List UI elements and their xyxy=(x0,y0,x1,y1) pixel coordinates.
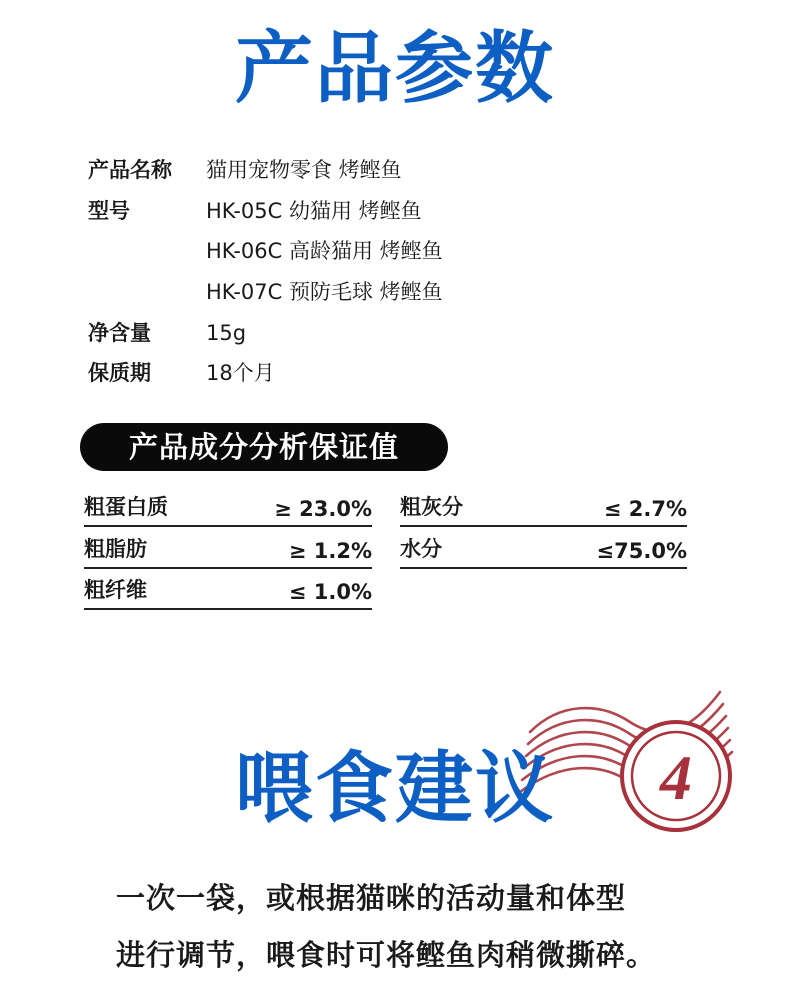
feeding-text-line-1: 一次一袋，或根据猫咪的活动量和体型 xyxy=(116,881,627,915)
spec-label-name: 产品名称 xyxy=(88,158,172,182)
nutrient-label: 粗蛋白质 xyxy=(84,495,168,519)
nutrient-label: 粗灰分 xyxy=(400,495,463,519)
nutrient-row xyxy=(84,574,372,610)
analysis-heading-pill: 产品成分分析保证值 xyxy=(80,423,448,471)
spec-value-model-3: HK-07C 预防毛球 烤鲣鱼 xyxy=(206,280,443,304)
nutrient-row xyxy=(400,533,687,569)
spec-value-name: 猫用宠物零食 烤鲣鱼 xyxy=(206,158,402,182)
product-params-title: 产品参数 xyxy=(234,24,555,114)
nutrient-label: 粗脂肪 xyxy=(84,537,147,561)
nutrient-row xyxy=(400,491,687,527)
nutrient-value: ≤ 1.0% xyxy=(288,580,372,604)
nutrient-value: ≥ 23.0% xyxy=(274,497,372,521)
feeding-text-line-2: 进行调节，喂食时可将鲣鱼肉稍微撕碎。 xyxy=(116,938,657,972)
postmark-number: 4 xyxy=(660,742,692,813)
spec-label-weight: 净含量 xyxy=(88,321,151,345)
spec-value-model-2: HK-06C 高龄猫用 烤鲣鱼 xyxy=(206,239,443,263)
nutrient-row xyxy=(84,533,372,569)
spec-value-model-1: HK-05C 幼猫用 烤鲣鱼 xyxy=(206,199,422,223)
spec-value-shelf-life: 18个月 xyxy=(206,361,275,385)
feeding-advice-title: 喂食建议 xyxy=(234,744,555,834)
nutrient-label: 粗纤维 xyxy=(84,578,147,602)
nutrient-row xyxy=(84,491,372,527)
nutrient-value: ≥ 1.2% xyxy=(288,539,372,563)
nutrient-label: 水分 xyxy=(400,537,442,561)
nutrient-value: ≤ 2.7% xyxy=(603,497,687,521)
nutrient-value: ≤75.0% xyxy=(596,539,687,563)
spec-label-shelf-life: 保质期 xyxy=(88,361,151,385)
spec-value-weight: 15g xyxy=(206,321,247,345)
spec-label-model: 型号 xyxy=(88,199,130,223)
